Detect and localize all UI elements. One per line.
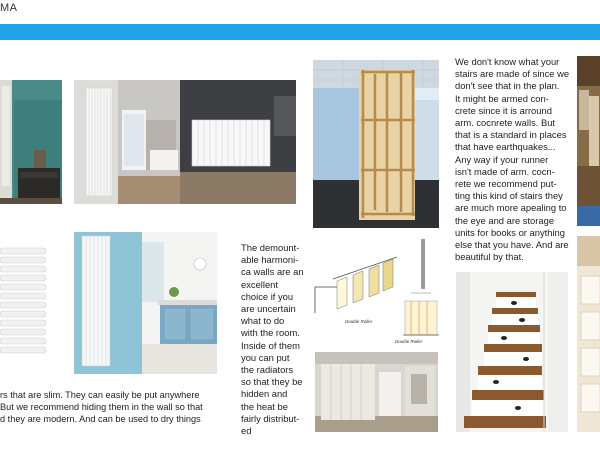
radiators-paragraph: rs that are slim. They can easily be put anywhere But we recommend hiding them in the wall so that d they are modern. And can be used to dry things <box>0 390 203 425</box>
diagram-double-roller <box>313 235 439 347</box>
header-accent-bar <box>0 24 600 40</box>
photo-radiators-collage <box>74 80 296 204</box>
photo-bathroom-radiator <box>74 232 217 374</box>
photo-storage-stairs-right <box>577 236 600 432</box>
diagram-label-right: Double Roller <box>395 339 423 344</box>
photo-wall-frame <box>313 60 439 228</box>
stairs-paragraph: We don't know what your stairs are made of since we don't see that in the plan. It might be armed con- crete since it is arround arm. cocnrete walls. But that is a standard in places that have earthquakes... Any way if your runner isn't made of arm. cocn- rete we recommend put- ting this kind of stairs they are much more apealing to the eye and are storage units for books or anything else that you have. And are beautiful by that. <box>455 56 570 263</box>
photo-staircase <box>456 272 568 432</box>
photo-interior-right <box>577 56 600 226</box>
photo-partition-room <box>315 352 438 432</box>
photo-horizontal-radiator <box>0 244 48 364</box>
photo-green-room <box>0 80 62 204</box>
page-title: MA <box>0 2 18 14</box>
diagram-label-left: Double Roller <box>345 319 373 324</box>
walls-paragraph: The demount- able harmoni- ca walls are an excellent choice if you are uncertain what to do with the room. Inside of them you can put the radiators so that they be hidden and the heat be fairly distribut- ed <box>241 242 304 437</box>
